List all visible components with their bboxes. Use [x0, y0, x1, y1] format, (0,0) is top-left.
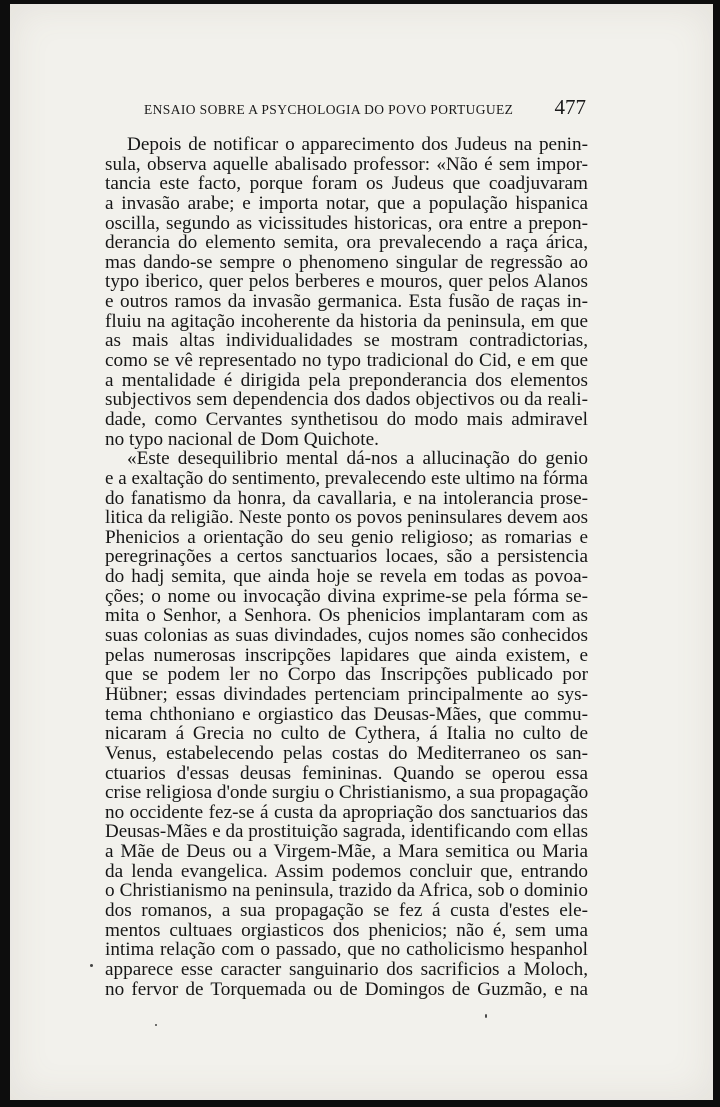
text-line: Venus, estabelecendo pelas costas do Mediterraneo os san- — [105, 742, 588, 764]
text-line: derancia do elemento semita, ora prevalecendo a raça árica, — [105, 232, 588, 254]
text-line: da lenda evangelica. Assim podemos concluir que, entrando — [105, 860, 588, 882]
text-line: intima relação com o passado, que no catholicismo hespanhol — [105, 939, 588, 961]
text-line: ções; o nome ou invocação divina exprime-se pela fórma se- — [105, 585, 588, 607]
text-line: do hadj semita, que ainda hoje se revela em todas as povoa- — [105, 566, 588, 588]
page-number: 477 — [554, 95, 586, 119]
text-line: Deusas-Mães e da prostituição sagrada, identificando com ellas — [105, 821, 588, 843]
text-line: fluiu na agitação incoherente da historia da peninsula, em que — [105, 310, 588, 332]
text-line: nicaram á Grecia no culto de Cythera, á Italia no culto de — [105, 723, 588, 745]
text-line: do fanatismo da honra, da cavallaria, e na intolerancia prose- — [105, 487, 588, 509]
text-line: o Christianismo na peninsula, trazido da Africa, sob o dominio — [105, 880, 588, 902]
text-line: sula, observa aquelle abalisado professor: «Não é sem impor- — [105, 153, 588, 175]
text-line: a Mãe de Deus ou a Virgem-Mãe, a Mara semitica ou Maria — [105, 841, 588, 863]
text-line: ctuarios d'essas deusas femininas. Quando se operou essa — [105, 762, 588, 784]
text-line: tancia este facto, porque foram os Judeus que coadjuvaram — [105, 173, 588, 195]
ink-speck — [485, 1014, 487, 1018]
text-line: como se vê representado no typo tradicional do Cid, e em que — [105, 350, 588, 372]
text-line: mas dando-se sempre o phenomeno singular de regressão ao — [105, 251, 588, 273]
running-header — [144, 95, 586, 119]
text-line: pelas numerosas inscripções lapidares que ainda existem, e — [105, 644, 588, 666]
book-page — [10, 4, 713, 1100]
text-line: Phenicios a orientação do seu genio religioso; as romarias e — [105, 526, 588, 548]
text-line: litica da religião. Neste ponto os povos peninsulares devem aos — [105, 507, 588, 529]
text-line: mita o Senhor, a Senhora. Os phenicios implantaram com as — [105, 605, 588, 627]
text-line: a mentalidade é dirigida pela preponderancia dos elementos — [105, 369, 588, 391]
ink-speck — [155, 1024, 157, 1026]
text-line: e outros ramos da invasão germanica. Esta fusão de raças in- — [105, 291, 588, 313]
body-text — [105, 135, 588, 999]
ink-speck — [90, 964, 93, 967]
text-line: crise religiosa d'onde surgiu o Christianismo, a sua propagação — [105, 782, 589, 804]
text-line: Hübner; essas divindades pertenciam principalmente ao sys- — [105, 683, 588, 705]
text-line: suas colonias as suas divindades, cujos nomes são conhecidos — [105, 625, 588, 647]
text-line: a invasão arabe; e importa notar, que a população hispanica — [105, 192, 588, 214]
text-line: mentos cultuaes orgiasticos dos phenicios; não é, sem uma — [105, 919, 588, 941]
text-line: as mais altas individualidades se mostram contradictorias, — [105, 330, 588, 352]
text-line: Depois de notificar o apparecimento dos Judeus na penin- — [127, 134, 588, 155]
text-line: que se podem ler no Corpo das Inscripções publicado por — [105, 664, 588, 686]
text-line: no fervor de Torquemada ou de Domingos de Guzmão, e na — [105, 978, 588, 1000]
text-line: apparece esse caracter sanguinario dos sacrificios a Moloch, — [105, 958, 588, 980]
text-line: «Este desequilibrio mental dá-nos a allucinação do genio — [127, 448, 588, 470]
text-line: oscilla, segundo as vicissitudes historicas, ora entre a prepon- — [105, 212, 588, 234]
text-line: peregrinações a certos sanctuarios locaes, são a persistencia — [105, 546, 588, 568]
text-line: dade, como Cervantes synthetisou do modo mais admiravel — [105, 408, 588, 430]
text-line: subjectivos sem dependencia dos dados objectivos ou da reali- — [105, 389, 588, 411]
text-line: no occidente fez-se á custa da apropriação dos sanctuarios das — [105, 801, 588, 823]
running-title: ENSAIO SOBRE A PSYCHOLOGIA DO POVO PORTUGUEZ — [144, 102, 514, 117]
text-line: dos romanos, a sua propagação se fez á custa d'estes ele- — [105, 899, 588, 921]
text-line: no typo nacional de Dom Quichote. — [105, 428, 379, 450]
text-line: tema chthoniano e orgiastico das Deusas-Mães, que commu- — [105, 703, 588, 725]
text-line: e a exaltação do sentimento, prevalecendo este ultimo na fórma — [105, 467, 588, 489]
text-line: typo iberico, quer pelos berberes e mouros, quer pelos Alanos — [105, 271, 588, 293]
